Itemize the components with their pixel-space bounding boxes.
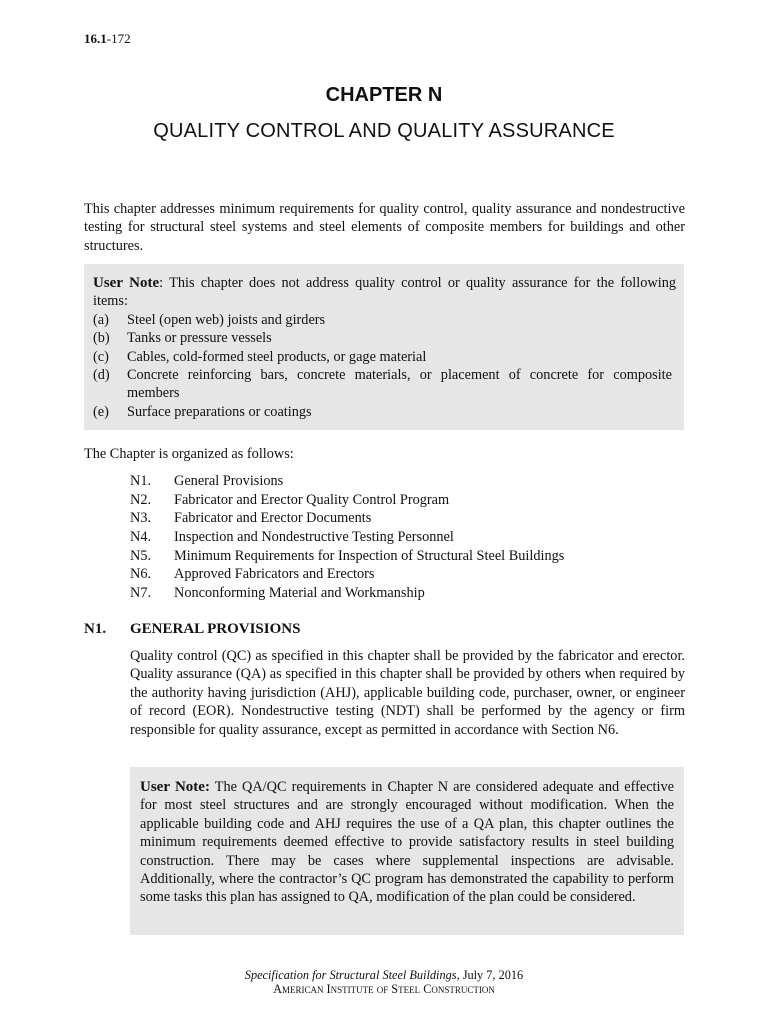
chapter-title: QUALITY CONTROL AND QUALITY ASSURANCE <box>153 120 615 142</box>
list-item <box>93 311 676 329</box>
chapter-contents <box>130 472 564 603</box>
footer-publisher: American Institute of Steel Construction <box>273 982 495 996</box>
section-title: GENERAL PROVISIONS <box>130 621 301 637</box>
toc-num: N6. <box>130 566 152 583</box>
item-text: Concrete reinforcing bars, concrete materials, or placement of concrete for composite members <box>127 367 672 402</box>
toc-num: N7. <box>130 585 152 602</box>
chapter-label: CHAPTER N <box>325 84 443 106</box>
user-note-lead <box>93 274 676 311</box>
toc-num: N4. <box>130 529 152 546</box>
toc-item <box>130 565 564 584</box>
user-note-label: User Note: <box>140 779 210 795</box>
section-heading <box>84 620 300 638</box>
footer-date: , July 7, 2016 <box>456 968 524 982</box>
toc-item <box>130 472 564 491</box>
footer-spec-title: Specification for Structural Steel Buildings <box>244 968 457 982</box>
toc-item <box>130 584 564 603</box>
toc-item <box>130 509 564 528</box>
toc-num: N1. <box>130 473 152 489</box>
page-number-prefix: 16.1 <box>84 31 107 46</box>
toc-title: Minimum Requirements for Inspection of Structural Steel Buildings <box>174 547 565 564</box>
toc-item <box>130 547 564 566</box>
item-label: (d) <box>93 367 110 384</box>
intro-paragraph: This chapter addresses minimum requirements for quality control, quality assurance and nondestructive testing for structural steel systems and steel elements of composite members for buildings and other structures. <box>84 201 685 254</box>
page-footer <box>0 968 768 996</box>
page-number <box>84 30 131 48</box>
toc-title: Approved Fabricators and Erectors <box>174 566 375 583</box>
footer-spec <box>0 968 768 982</box>
item-text: Tanks or pressure vessels <box>127 330 272 347</box>
toc-num: N2. <box>130 491 152 508</box>
list-item <box>93 403 676 421</box>
organization-intro: The Chapter is organized as follows: <box>84 446 294 462</box>
item-label: (b) <box>93 330 110 347</box>
section-number: N1. <box>84 621 107 637</box>
section-body: Quality control (QC) as specified in this chapter shall be provided by the fabricator and erector. Quality assurance (QA) as specified in this chapter shall be provided by others when required by the authority having jurisdiction (AHJ), applicable building code, purchaser, owner, or engineer of record (EOR). Nondestructive testing (NDT) shall be performed by the agency or firm responsible for quality assurance, except as permitted in accordance with Section N6. <box>130 648 685 738</box>
item-label: (a) <box>93 311 109 328</box>
toc-item <box>130 491 564 510</box>
toc-num: N5. <box>130 547 152 564</box>
list-item <box>93 329 676 347</box>
user-note-lead <box>140 778 674 907</box>
toc-title: General Provisions <box>174 473 284 489</box>
toc-title: Fabricator and Erector Quality Control Program <box>174 491 450 508</box>
user-note-text: : This chapter does not address quality control or quality assurance for the following items: <box>93 275 676 310</box>
item-text: Cables, cold-formed steel products, or gage material <box>127 348 427 365</box>
item-text: Surface preparations or coatings <box>127 403 312 420</box>
user-note-box <box>84 264 684 430</box>
toc-title: Fabricator and Erector Documents <box>174 510 372 527</box>
toc-num: N3. <box>130 510 152 527</box>
user-note-box <box>130 767 684 935</box>
toc-item <box>130 528 564 547</box>
toc-title: Nonconforming Material and Workmanship <box>174 585 425 602</box>
item-text: Steel (open web) joists and girders <box>127 311 326 328</box>
user-note-text: The QA/QC requirements in Chapter N are considered adequate and effective for most steel structures and are strongly encouraged without modification. When the applicable building code and AHJ requires the use of a QA plan, this chapter outlines the minimum requirements deemed effective to provide satisfactory results in steel building construction. There may be cases where supplemental inspections are advisable. Additionally, where the contractor’s QC program has demonstrated the capability to perform some tasks this plan has assigned to QA, modification of the plan could be considered. <box>140 779 674 906</box>
user-note-label: User Note <box>93 275 160 291</box>
page-number-suffix: -172 <box>106 31 131 46</box>
item-label: (c) <box>93 348 109 365</box>
list-item <box>93 348 676 366</box>
list-item <box>93 366 676 403</box>
toc-title: Inspection and Nondestructive Testing Personnel <box>174 529 454 546</box>
item-label: (e) <box>93 403 109 420</box>
